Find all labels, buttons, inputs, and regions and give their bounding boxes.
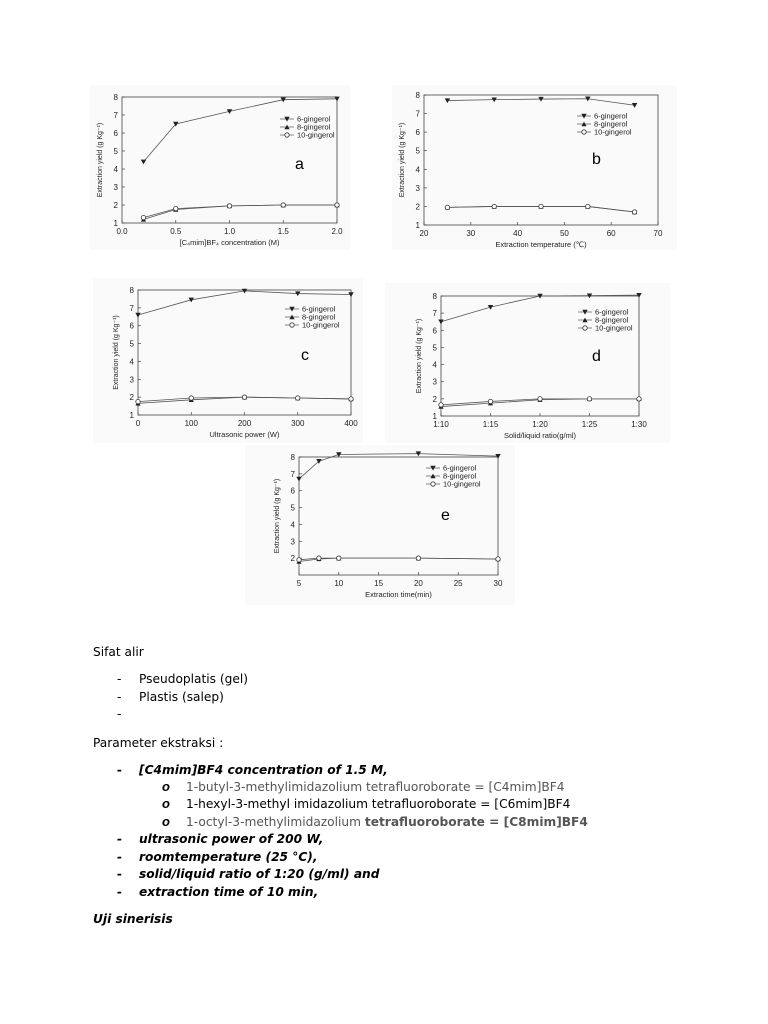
- data-point-6-gingerol: [296, 477, 301, 482]
- y-tick-label: 4: [415, 165, 420, 175]
- y-axis-label: Extraction yield (g Kg⁻¹): [97, 122, 104, 198]
- list-dash: -: [117, 832, 123, 846]
- sub-item-c8mim-part2: tetrafluoroborate = [C8mim]BF4: [364, 815, 588, 829]
- y-tick-label: 7: [290, 469, 295, 479]
- y-tick-label: 2: [415, 202, 420, 212]
- y-tick-label: 3: [129, 375, 134, 385]
- x-tick-label: 60: [606, 229, 616, 238]
- legend-label: 6-gingerol: [302, 304, 336, 314]
- x-tick-label: 200: [237, 419, 252, 428]
- y-tick-label: 8: [290, 453, 295, 462]
- param-item-temperature: roomtemperature (25 °C),: [139, 850, 318, 864]
- series-line: [299, 558, 498, 560]
- data-point-10-gingerol: [227, 204, 231, 208]
- legend-label: 8-gingerol: [594, 119, 628, 129]
- y-axis-label: Extraction yield (g Kg⁻¹): [113, 315, 120, 390]
- x-tick-label: 1:20: [532, 420, 548, 429]
- y-tick-label: 6: [415, 128, 420, 138]
- x-tick-label: 1.0: [223, 227, 236, 236]
- x-tick-label: 2.0: [331, 227, 343, 236]
- x-tick-label: 20: [413, 579, 423, 588]
- data-point-10-gingerol: [296, 396, 300, 400]
- y-tick-label: 8: [129, 286, 134, 295]
- sub-item-c6mim: 1-hexyl-3-methyl imidazolium tetrafluoroborate = [C6mim]BF4: [186, 797, 571, 811]
- data-point-10-gingerol: [496, 557, 500, 561]
- x-axis-label: [C₄mim]BF₄ concentration (M): [179, 238, 280, 247]
- y-tick-label: 5: [129, 339, 134, 349]
- list-dash: -: [117, 707, 122, 721]
- sub-bullet: o: [162, 779, 170, 794]
- legend-label: 8-gingerol: [443, 471, 477, 481]
- x-tick-label: 300: [291, 419, 305, 428]
- y-tick-label: 3: [113, 183, 118, 192]
- panel-letter: d: [592, 348, 601, 365]
- y-tick-label: 4: [290, 520, 295, 530]
- list-dash: -: [117, 690, 122, 704]
- param-item-ratio: solid/liquid ratio of 1:20 (g/ml) and: [139, 867, 380, 881]
- param-item-power: ultrasonic power of 200 W,: [139, 832, 324, 846]
- y-tick-label: 6: [129, 321, 134, 331]
- y-tick-label: 4: [113, 165, 118, 174]
- y-tick-label: 6: [432, 326, 437, 336]
- x-tick-label: 1:25: [581, 420, 598, 429]
- x-tick-label: 40: [513, 229, 523, 238]
- y-tick-label: 2: [129, 393, 134, 403]
- y-tick-label: 2: [290, 554, 295, 564]
- data-point-10-gingerol: [416, 556, 420, 560]
- list-dash: -: [117, 885, 123, 899]
- x-tick-label: 50: [559, 229, 569, 238]
- panel-letter: c: [301, 347, 309, 364]
- section-title-sifat-alir: Sifat alir: [93, 645, 144, 659]
- x-tick-label: 1:15: [482, 420, 499, 429]
- data-point-10-gingerol: [586, 204, 590, 208]
- legend-label: 10-gingerol: [443, 479, 481, 489]
- list-item: Plastis (salep): [139, 690, 224, 704]
- chart-d: [385, 283, 670, 443]
- data-point-10-gingerol: [136, 399, 140, 403]
- data-point-10-gingerol: [539, 204, 543, 208]
- series-line: [144, 205, 338, 218]
- y-tick-label: 1: [432, 412, 437, 421]
- data-point-10-gingerol: [349, 397, 353, 401]
- x-tick-label: 20: [419, 229, 429, 238]
- x-axis-label: Extraction temperature (℃): [495, 240, 587, 249]
- x-tick-label: 15: [374, 579, 384, 588]
- data-point-10-gingerol: [281, 203, 285, 207]
- sub-bullet: o: [162, 814, 170, 829]
- panel-letter: a: [295, 156, 304, 173]
- y-tick-label: 3: [432, 377, 437, 387]
- sub-bullet: o: [162, 796, 170, 811]
- chart-e: [245, 445, 515, 605]
- list-dash: -: [117, 850, 123, 864]
- data-point-10-gingerol: [637, 397, 641, 401]
- y-tick-label: 7: [129, 303, 134, 313]
- chart-c: [93, 278, 363, 443]
- x-tick-label: 400: [344, 419, 358, 428]
- legend-label: 8-gingerol: [302, 312, 336, 322]
- y-tick-label: 4: [129, 357, 134, 367]
- param-item-time: extraction time of 10 min,: [139, 885, 319, 899]
- list-item: Pseudoplatis (gel): [139, 672, 249, 686]
- x-tick-label: 1:30: [631, 420, 647, 429]
- list-dash: -: [117, 867, 123, 881]
- x-tick-label: 70: [653, 229, 663, 238]
- list-dash: -: [117, 763, 123, 777]
- legend-label: 10-gingerol: [594, 127, 632, 137]
- y-tick-label: 5: [113, 147, 118, 156]
- data-point-6-gingerol: [141, 160, 146, 165]
- x-tick-label: 0.0: [116, 227, 128, 236]
- data-point-6-gingerol: [438, 320, 443, 325]
- section-title-parameter: Parameter ekstraksi :: [93, 736, 224, 750]
- list-dash: -: [117, 672, 122, 686]
- y-tick-label: 3: [290, 537, 295, 547]
- legend-label: 10-gingerol: [302, 320, 340, 330]
- panel-letter: e: [441, 507, 450, 524]
- y-tick-label: 8: [432, 292, 437, 301]
- chart-b: [392, 85, 677, 250]
- sub-item-c4mim: 1-butyl-3-methylimidazolium tetrafluoroborate = [C4mim]BF4: [186, 780, 565, 794]
- data-point-10-gingerol: [317, 556, 321, 560]
- y-tick-label: 1: [129, 411, 134, 420]
- legend-label: 6-gingerol: [297, 114, 331, 124]
- legend-label: 6-gingerol: [594, 111, 628, 121]
- sub-item-c8mim-part1: 1-octyl-3-methylimidazolium: [186, 815, 365, 829]
- x-tick-label: 0: [135, 419, 141, 428]
- y-tick-label: 6: [290, 486, 295, 496]
- data-point-10-gingerol: [337, 556, 341, 560]
- data-point-6-gingerol: [135, 313, 140, 318]
- x-tick-label: 30: [493, 579, 503, 588]
- y-tick-label: 5: [415, 146, 420, 156]
- legend-label: 6-gingerol: [443, 463, 477, 473]
- y-tick-label: 5: [432, 343, 437, 353]
- x-tick-label: 5: [296, 579, 302, 588]
- y-tick-label: 7: [432, 309, 437, 319]
- y-tick-label: 8: [113, 93, 118, 102]
- chart-a: [90, 85, 350, 250]
- data-point-10-gingerol: [285, 133, 289, 137]
- data-point-10-gingerol: [174, 206, 178, 210]
- x-tick-label: 0.5: [170, 227, 182, 236]
- data-point-10-gingerol: [587, 397, 591, 401]
- data-point-10-gingerol: [439, 403, 443, 407]
- x-tick-label: 100: [184, 419, 198, 428]
- data-point-10-gingerol: [632, 210, 636, 214]
- x-tick-label: 25: [453, 579, 463, 588]
- x-axis-label: Solid/liquid ratio(g/ml): [503, 431, 577, 440]
- y-tick-label: 3: [415, 183, 420, 193]
- y-axis-label: Extraction yield (g Kg⁻¹): [399, 122, 406, 198]
- legend-label: 10-gingerol: [297, 130, 335, 140]
- y-axis-label: Extraction yield (g Kg⁻¹): [416, 318, 423, 394]
- data-point-10-gingerol: [335, 203, 339, 207]
- y-axis-label: Extraction yield (g Kg⁻¹): [274, 478, 281, 554]
- data-point-10-gingerol: [492, 204, 496, 208]
- y-tick-label: 6: [113, 129, 118, 138]
- data-point-10-gingerol: [141, 215, 145, 219]
- y-tick-label: 1: [415, 221, 420, 230]
- data-point-10-gingerol: [445, 205, 449, 209]
- legend-label: 10-gingerol: [595, 323, 633, 333]
- section-title-uji-sinerisis: Uji sinerisis: [93, 912, 173, 926]
- y-tick-label: 2: [432, 394, 437, 404]
- x-tick-label: 30: [466, 229, 476, 238]
- data-point-10-gingerol: [431, 482, 435, 486]
- panel-letter: b: [592, 151, 601, 168]
- data-point-10-gingerol: [242, 395, 246, 399]
- y-tick-label: 7: [113, 111, 118, 120]
- y-tick-label: 4: [432, 360, 437, 370]
- data-point-10-gingerol: [189, 396, 193, 400]
- data-point-6-gingerol: [632, 103, 637, 108]
- data-point-10-gingerol: [290, 323, 294, 327]
- data-point-10-gingerol: [583, 326, 587, 330]
- data-point-10-gingerol: [297, 558, 301, 562]
- y-tick-label: 5: [290, 503, 295, 513]
- data-point-10-gingerol: [582, 130, 586, 134]
- sub-item-c8mim: [186, 815, 588, 829]
- legend-label: 8-gingerol: [595, 315, 629, 325]
- x-axis-label: Extraction time(min): [365, 590, 432, 599]
- y-tick-label: 7: [415, 109, 420, 119]
- x-axis-label: Ultrasonic power (W): [209, 430, 280, 439]
- series-line: [144, 205, 338, 219]
- param-item-concentration: [C4mim]BF4 concentration of 1.5 M,: [139, 763, 388, 777]
- y-tick-label: 2: [113, 201, 118, 210]
- y-tick-label: 8: [415, 91, 420, 100]
- x-tick-label: 10: [334, 579, 344, 588]
- legend-label: 8-gingerol: [297, 122, 331, 132]
- x-tick-label: 1:10: [433, 420, 449, 429]
- y-tick-label: 1: [113, 219, 118, 228]
- legend-label: 6-gingerol: [595, 307, 629, 317]
- data-point-10-gingerol: [488, 399, 492, 403]
- data-point-10-gingerol: [538, 397, 542, 401]
- x-tick-label: 1.5: [277, 227, 289, 236]
